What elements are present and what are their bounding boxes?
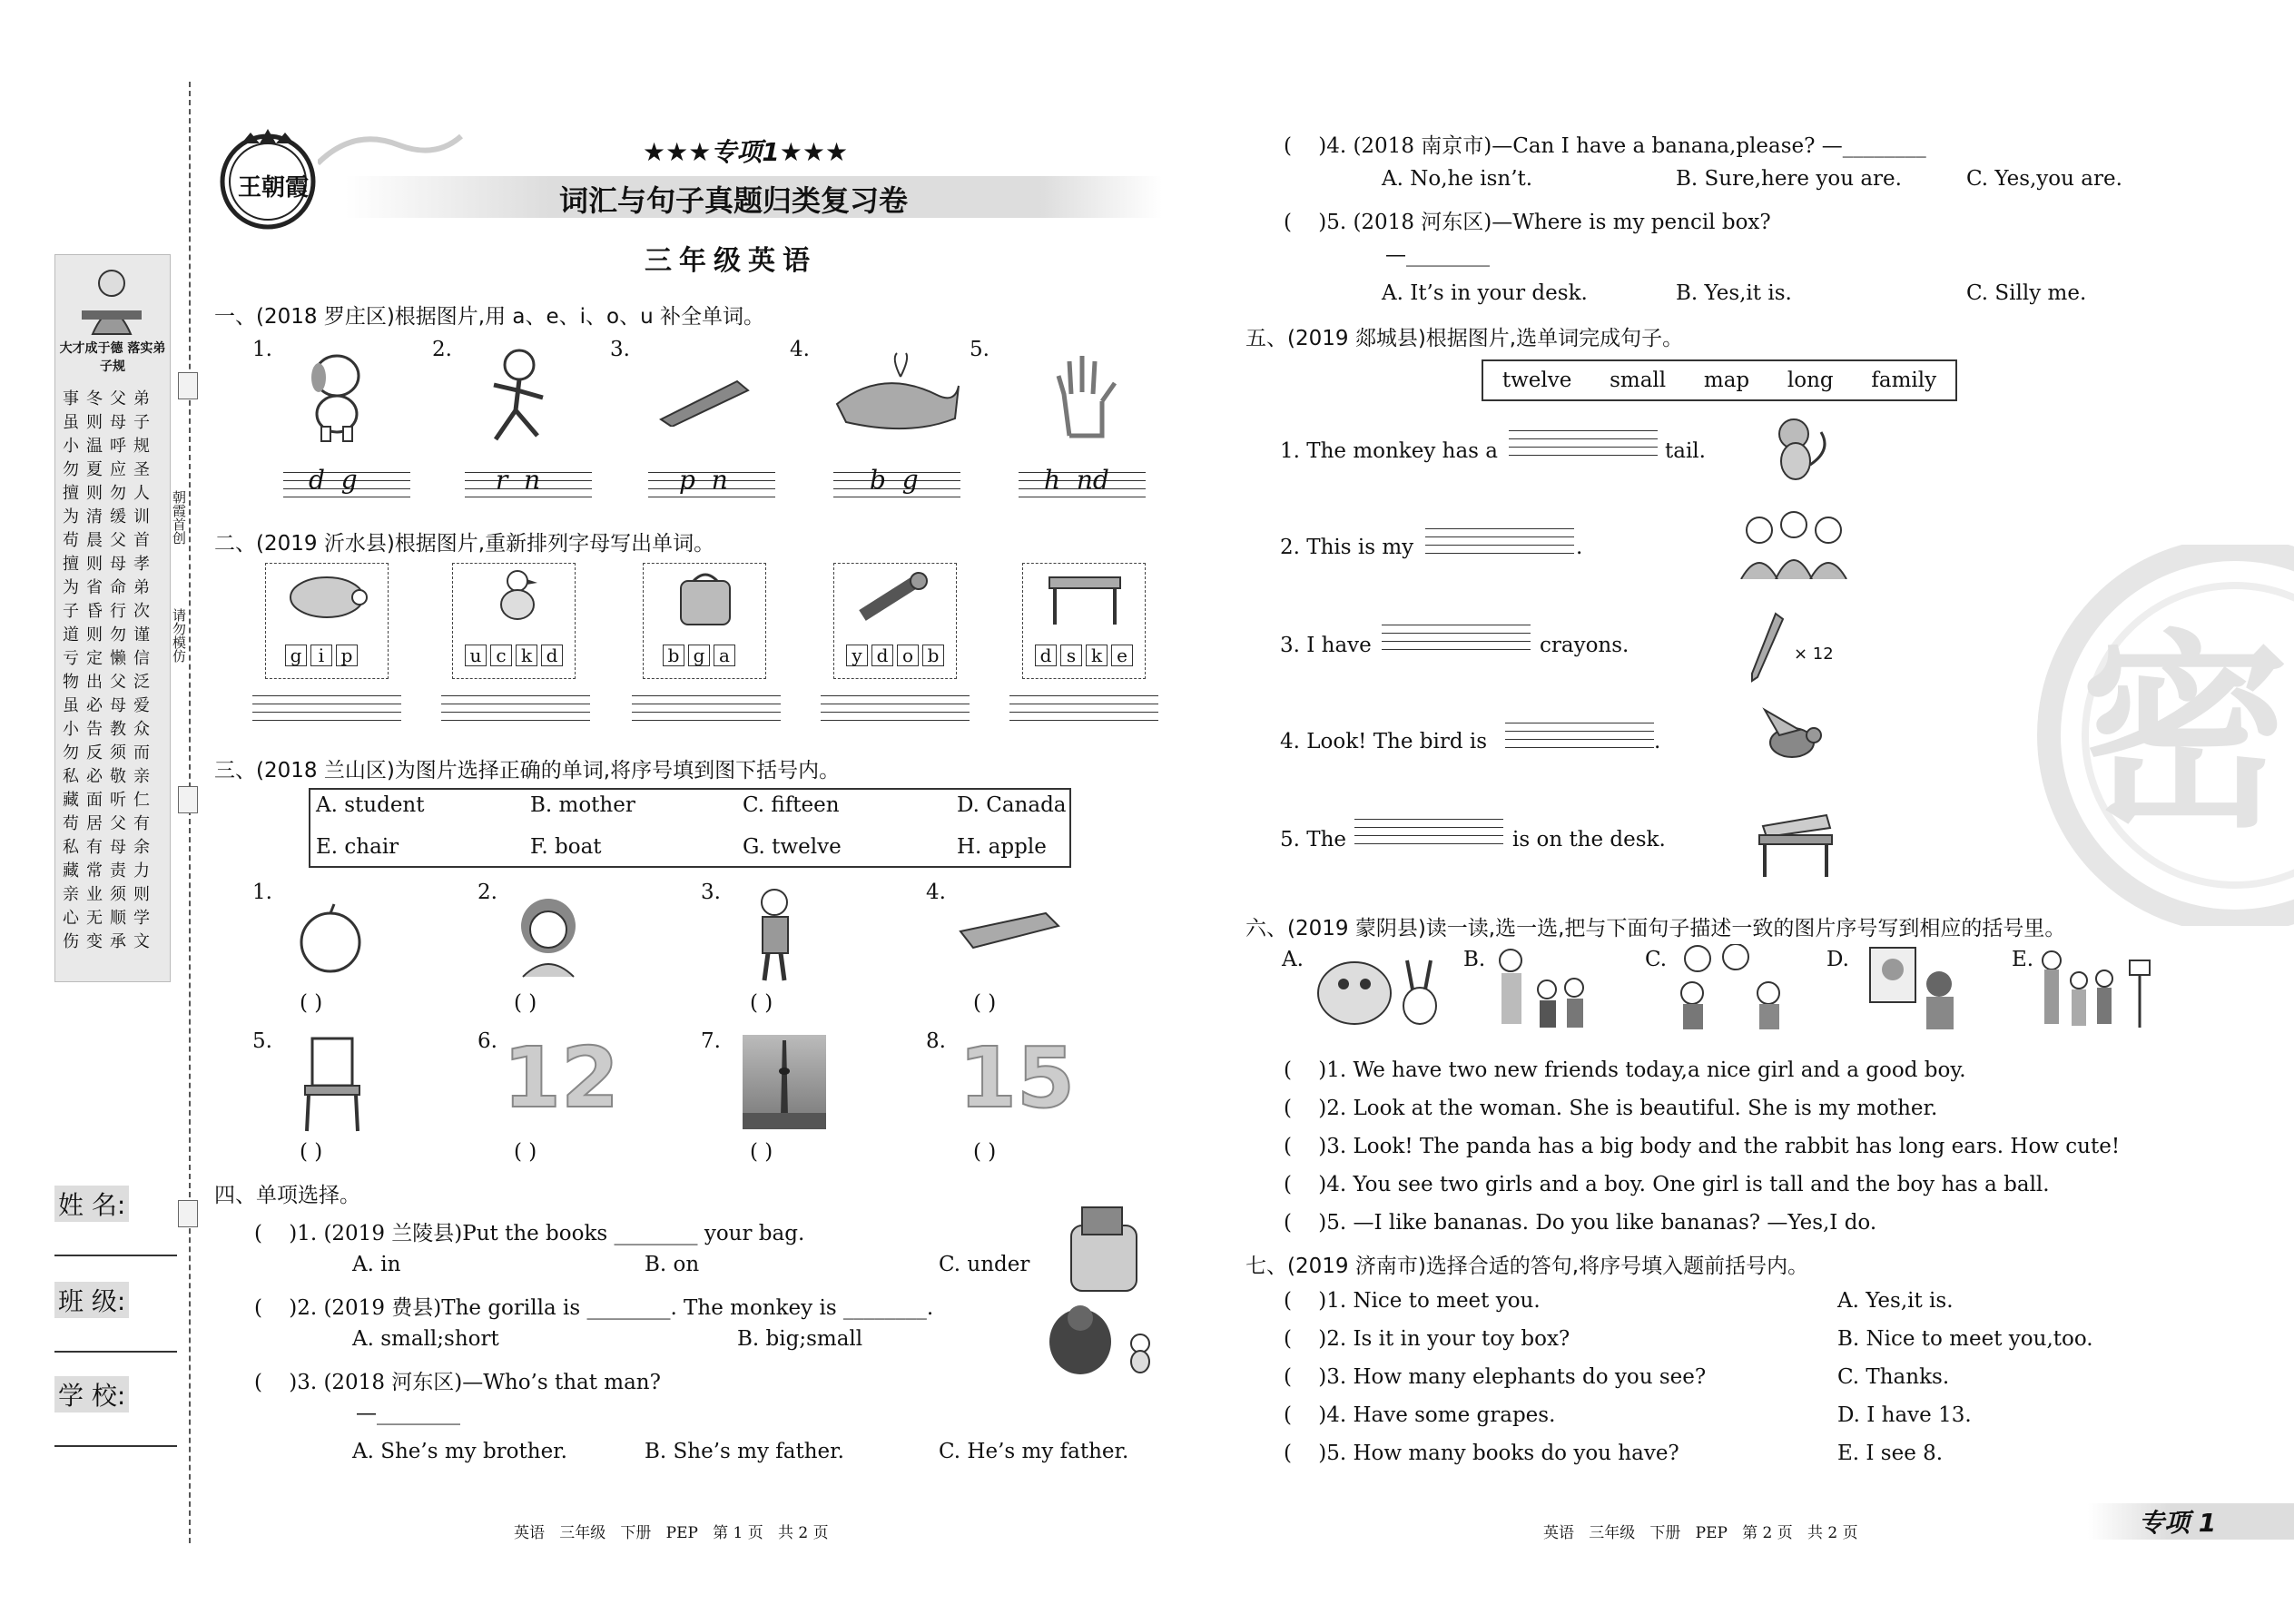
crayon-image [1748,610,1785,686]
verse-line: 小温呼规 [63,437,157,456]
sec5-2-pre: 2. This is my [1280,536,1414,559]
body-toy-image [853,570,935,628]
sec1-title: 一、(2018 罗庄区)根据图片,用 a、e、i、o、u 补全单词。 [214,305,765,329]
verse-grid [58,389,167,953]
letter: d [871,645,893,666]
q4-2-a[interactable]: A. small;short [352,1327,499,1351]
sec6-label-c: C. [1645,948,1668,971]
sec6-label-a: A. [1282,948,1304,971]
sec1-num-3: 3. [610,338,630,361]
sec5-4-grid[interactable] [1505,715,1654,748]
q4-5-stem: ( )5. (2018 河东区)—Where is my pencil box? [1284,211,1771,234]
footer-tag: 专项 1 [2139,1508,2217,1538]
q4-1-b[interactable]: B. on [645,1253,700,1276]
sec5-title: 五、(2019 郯城县)根据图片,选单词完成句子。 [1245,327,1684,350]
sec3-paren-2[interactable]: ( ) [514,991,537,1015]
sidebar-notes-2 [171,608,187,663]
note-1: 朝霞首创 [171,490,187,545]
kids-ball-image [2037,944,2155,1035]
bird-image [1752,704,1834,772]
word-family: family [1871,369,1937,392]
sec7-q3: ( )3. How many elephants do you see? [1284,1365,1707,1389]
pen-image [655,372,755,430]
sec3-opt-d: D. Canada [957,793,1067,817]
sec3-num-5: 5. [252,1029,272,1053]
sec1-hint-1: d g [309,465,358,495]
verse-line: 亏定懒信 [63,649,157,668]
letter: u [465,645,487,666]
sec1-num-1: 1. [252,338,272,361]
letter: s [1060,645,1082,666]
sec5-3-pre: 3. I have [1280,634,1372,657]
sec3-paren-3[interactable]: ( ) [750,991,773,1015]
letter: d [1035,645,1057,666]
field-class-label: 班 级: [54,1282,129,1318]
sec5-4-post: . [1654,730,1661,753]
sec5-wordbank [1482,359,1957,401]
letter: b [922,645,944,666]
sec1-num-4: 4. [790,338,810,361]
monkey-image [1761,414,1834,490]
sec5-1-pre: 1. The monkey has a [1280,439,1499,463]
sec3-paren-7[interactable]: ( ) [750,1140,773,1164]
verse-line: 藏常责力 [63,861,157,881]
verse-line: 物出父泛 [63,673,157,692]
q4-3-c[interactable]: C. He’s my father. [939,1440,1129,1463]
bag-image [674,568,737,632]
secret-stamp [2026,545,2294,926]
verse-line: 亲业须则 [63,885,157,904]
q4-4-stem: ( )4. (2018 南京市)—Can I have a banana,please? —________ [1284,134,1926,158]
sec3-opt-g: G. twelve [743,835,842,859]
sec7-q5: ( )5. How many books do you have? [1284,1442,1679,1465]
sec5-4-pre: 4. Look! The bird is [1280,730,1488,753]
q4-2-b[interactable]: B. big;small [737,1327,863,1351]
letter: g [285,645,307,666]
sec7-a3: C. Thanks. [1837,1365,1950,1389]
sec7-a5: E. I see 8. [1837,1442,1944,1465]
whale-image [828,349,964,444]
letter: k [516,645,537,666]
q4-5-blank[interactable]: —________ [1385,243,1490,267]
sec3-opt-a: A. student [316,793,425,817]
schoolbag-image [1058,1204,1149,1298]
letter: p [336,645,358,666]
sec5-3-post: crayons. [1540,634,1629,657]
letter: e [1111,645,1133,666]
sec3-paren-8[interactable]: ( ) [973,1140,997,1164]
sec7-q1: ( )1. Nice to meet you. [1284,1289,1541,1313]
letter: y [846,645,868,666]
letter: k [1086,645,1108,666]
number-15-image: 15 [959,1029,1076,1127]
sec3-paren-4[interactable]: ( ) [973,991,997,1015]
page-title: 词汇与句子真题归类复习卷 [559,183,909,218]
desk-image [1044,570,1126,630]
sec6-q1: ( )1. We have two new friends today,a nice girl and a good boy. [1284,1058,1966,1082]
ribbon-decoration [318,118,463,172]
boat-image [955,904,1064,962]
letter: c [490,645,512,666]
verse-line: 子昏行次 [63,602,157,621]
sec6-q5: ( )5. —I like bananas. Do you like bananas? —Yes,I do. [1284,1211,1877,1235]
sec5-5-grid[interactable] [1354,812,1503,844]
q4-5-b[interactable]: B. Yes,it is. [1676,281,1792,305]
sec5-2-grid[interactable] [1425,521,1574,554]
sec1-hint-2: r n [496,465,541,495]
sec2-letters-5 [1035,645,1137,666]
sec6-label-b: B. [1463,948,1486,971]
word-twelve: twelve [1501,369,1572,392]
q4-5-a[interactable]: A. It’s in your desk. [1382,281,1588,305]
q4-5-c[interactable]: C. Silly me. [1966,281,2087,305]
verse-line: 勿反须而 [63,743,157,763]
letter: g [688,645,710,666]
people-b-image [1489,944,1589,1035]
verse-line: 勿夏应圣 [63,460,157,479]
sec3-opt-e: E. chair [316,835,399,859]
verse-line: 为省命弟 [63,578,157,597]
field-name-line[interactable] [54,1255,177,1256]
sec7-q2: ( )2. Is it in your toy box? [1284,1327,1570,1351]
sec4-title: 四、单项选择。 [214,1184,360,1207]
verse-line: 藏面听仁 [63,791,157,810]
sec2-letters-2 [465,645,566,666]
q4-1-stem: ( )1. (2019 兰陵县)Put the books ________ your bag. [254,1222,805,1245]
sec3-title: 三、(2018 兰山区)为图片选择正确的单词,将序号填到图下括号内。 [214,759,841,782]
sec3-num-1: 1. [252,881,272,904]
sec2-grid-3[interactable] [632,688,781,721]
q4-4-a[interactable]: A. No,he isn’t. [1382,167,1533,191]
seal-mark-3 [178,1200,198,1227]
verse-line: 小告教众 [63,720,157,739]
sec3-paren-5[interactable]: ( ) [300,1140,323,1164]
sidebar-verses [58,389,167,979]
number-12-image: 12 [503,1029,620,1127]
sec7-q4: ( )4. Have some grapes. [1284,1403,1556,1427]
sec6-q4: ( )4. You see two girls and a boy. One girl is tall and the boy has a ball. [1284,1173,2050,1196]
sec1-num-5: 5. [970,338,989,361]
sec7-a4: D. I have 13. [1837,1403,1972,1427]
sec6-q3: ( )3. Look! The panda has a big body and the rabbit has long ears. How cute! [1284,1135,2121,1158]
verse-line: 擅则母孝 [63,555,157,574]
gorilla-monkey-image [1044,1296,1162,1382]
sec2-letters-1 [285,645,361,666]
letter: d [541,645,563,666]
sec3-num-3: 3. [701,881,721,904]
dog-image [296,345,378,448]
q4-3-a[interactable]: A. She’s my brother. [352,1440,567,1463]
sec2-grid-1[interactable] [252,688,401,721]
student-image [743,886,806,989]
sidebar-notes [171,490,187,545]
sec3-num-7: 7. [701,1029,721,1053]
sidebar-motto: 大才成于德 落实弟子规 [59,341,166,374]
q4-3-b[interactable]: B. She’s my father. [645,1440,844,1463]
letter: i [310,645,332,666]
letter: a [714,645,735,666]
verse-line: 苟居父有 [63,814,157,833]
verse-line: 苟晨父首 [63,531,157,550]
sec3-paren-6[interactable]: ( ) [514,1140,537,1164]
chair-image [296,1035,369,1138]
apple-image [294,902,367,979]
sec7-a2: B. Nice to meet you,too. [1837,1327,2093,1351]
sec6-title: 六、(2019 蒙阴县)读一读,选一选,把与下面句子描述一致的图片序号写到相应的括号里。 [1245,917,2066,940]
verse-line: 为清缓训 [63,507,157,527]
panda-rabbit-image [1307,948,1443,1033]
sec5-1-post: tail. [1665,439,1706,463]
page-subtitle: 三年级英语 [645,245,817,277]
word-long: long [1787,369,1834,392]
running-boy-image [474,345,565,458]
sec3-num-6: 6. [478,1029,497,1053]
family-image [1738,510,1850,583]
hand-image [1051,349,1124,443]
verse-line: 私必敬亲 [63,767,157,786]
sec3-opt-h: H. apple [957,835,1047,859]
sec3-num-8: 8. [926,1029,946,1053]
sec5-3-grid[interactable] [1382,617,1531,650]
verse-line: 擅则勿人 [63,484,157,503]
woman-image [505,888,592,982]
seal-mark-2 [178,786,198,813]
q4-3-stem: ( )3. (2018 河东区)—Who’s that man? [254,1371,661,1394]
sec7-title: 七、(2019 济南市)选择合适的答句,将序号填入题前括号内。 [1245,1255,1809,1278]
sec3-num-4: 4. [926,881,946,904]
map-desk-image [1754,804,1836,881]
sec2-grid-4[interactable] [821,688,970,721]
letter: b [663,645,684,666]
verse-line: 私有母余 [63,838,157,857]
sec5-5-post: is on the desk. [1512,828,1666,851]
footer-right: 英语 三年级 下册 PEP 第 2 页 共 2 页 [1543,1524,1858,1542]
sec1-num-2: 2. [432,338,452,361]
duck-image [490,566,545,630]
sec2-title: 二、(2019 沂水县)根据图片,重新排列字母写出单词。 [214,532,715,556]
kids-bananas-image [1670,944,1788,1035]
sec1-hint-5: h nd [1044,465,1109,495]
sec2-grid-2[interactable] [441,688,590,721]
field-name-label: 姓 名: [54,1186,129,1222]
q4-1-c[interactable]: C. under [939,1253,1030,1276]
sec6-q2: ( )2. Look at the woman. She is beautiful. She is my mother. [1284,1097,1938,1120]
seal-mark-1 [178,372,198,399]
brand-name: 王朝霞 [238,174,310,202]
sec5-3-extra: × 12 [1794,645,1834,664]
sec6-label-e: E. [2012,948,2034,971]
sec3-opt-c: C. fifteen [743,793,840,817]
verse-line: 道则勿谨 [63,625,157,645]
sec3-paren-1[interactable]: ( ) [300,991,323,1015]
sec1-hint-3: p n [679,465,728,495]
verse-line: 虽必母爱 [63,696,157,715]
verse-line: 心无顺学 [63,909,157,928]
sec2-letters-4 [846,645,948,666]
letter: o [897,645,919,666]
field-school-label: 学 校: [54,1376,129,1412]
pig-image [281,570,372,628]
q4-1-a[interactable]: A. in [352,1253,401,1276]
sec3-num-2: 2. [478,881,497,904]
tower-image [743,1035,826,1129]
sec1-hint-4: b g [870,465,919,495]
portrait-d-image [1866,944,1975,1035]
word-map: map [1703,369,1750,392]
sec3-opt-b: B. mother [530,793,635,817]
field-class-line[interactable] [54,1351,177,1353]
q4-2-stem: ( )2. (2019 费县)The gorilla is ________. The monkey is ________. [254,1296,934,1320]
q4-4-c[interactable]: C. Yes,you are. [1966,167,2122,191]
sec2-grid-5[interactable] [1009,688,1158,721]
sec3-opt-f: F. boat [530,835,602,859]
special-label: ★★★专项1★★★ [643,137,849,167]
secret-stamp-text: 密 [2081,614,2290,856]
sec6-label-d: D. [1826,948,1849,971]
sidebar-portrait [74,263,149,336]
sec5-2-post: . [1576,536,1583,559]
sec2-letters-3 [663,645,739,666]
verse-line: 伤变承文 [63,932,157,951]
q4-3-blank[interactable]: —________ [356,1402,460,1425]
footer-left: 英语 三年级 下册 PEP 第 1 页 共 2 页 [514,1524,829,1542]
note-2: 请勿模仿 [171,608,187,663]
verse-line: 事冬父弟 [63,389,157,408]
q4-4-b[interactable]: B. Sure,here you are. [1676,167,1902,191]
word-small: small [1610,369,1667,392]
verse-line: 虽则母子 [63,413,157,432]
field-school-line[interactable] [54,1445,177,1447]
sec5-5-pre: 5. The [1280,828,1347,851]
sec5-1-grid[interactable] [1509,423,1658,456]
sec7-a1: A. Yes,it is. [1837,1289,1954,1313]
